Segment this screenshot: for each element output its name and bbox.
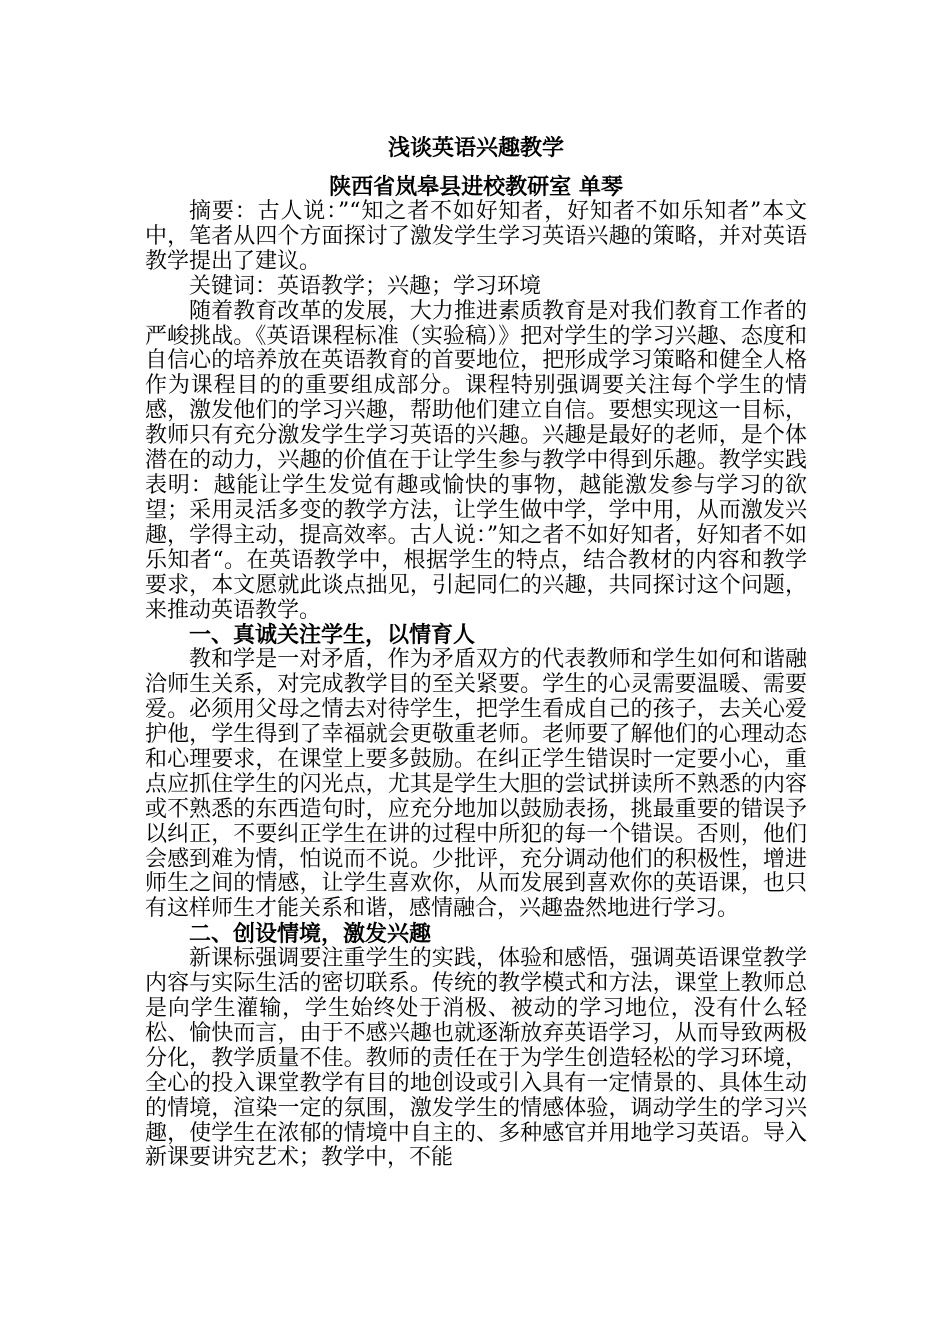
abstract-paragraph: 摘要：古人说：”“知之者不如好知者，好知者不如乐知者”本文中，笔者从四个方面探讨了激发学生学习英语兴趣的策略，并对英语教学提出了建议。 (145, 199, 807, 274)
document-page (145, 134, 807, 1171)
keywords-paragraph: 关键词：英语教学；兴趣；学习环境 (189, 273, 542, 299)
author-line: 陕西省岚皋县进校教研室 单琴 (329, 174, 623, 200)
section-1-heading: 一、真诚关注学生，以情育人 (189, 622, 476, 649)
intro-paragraph: 随着教育改革的发展，大力推进素质教育是对我们教育工作者的严峻挑战。《英语课程标准（实验稿）》把对学生的学习兴趣、态度和自信心的培养放在英语教育的首要地位，把形成学习策略和健全人格作为课程目的的重要组成部分。课程特别强调要关注每个学生的情感，激发他们的学习兴趣，帮助他们建立自信。要想实现这一目标，教师只有充分激发学生学习英语的兴趣。兴趣是最好的老师，是个体潜在的动力，兴趣的价值在于让学生参与教学中得到乐趣。教学实践表明：越能让学生发觉有趣或愉快的事物，越能激发参与学习的欲望；采用灵活多变的教学方法，让学生做中学，学中用，从而激发兴趣，学得主动，提高效率。古人说：”知之者不如好知者，好知者不如乐知者“。在英语教学中，根据学生的特点，结合教材的内容和教学要求，本文愿就此谈点拙见，引起同仁的兴趣，共同探讨这个问题，来推动英语教学。 (145, 298, 807, 623)
section-2-paragraph: 新课标强调要注重学生的实践，体验和感悟，强调英语课堂教学内容与实际生活的密切联系。传统的教学模式和方法，课堂上教师总是向学生灌输，学生始终处于消极、被动的学习地位，没有什么轻松、愉快而言，由于不感兴趣也就逐渐放弃英语学习，从而导致两极分化，教学质量不佳。教师的责任在于为学生创造轻松的学习环境，全心的投入课堂教学有目的地创设或引入具有一定情景的、具体生动的情境，渲染一定的氛围，激发学生的情感体验，调动学生的学习兴趣，使学生在浓郁的情境中自主的、多种感官并用地学习英语。导入新课要讲究艺术；教学中，不能 (145, 946, 807, 1171)
document-title: 浅谈英语兴趣教学 (387, 135, 564, 161)
section-2-heading: 二、创设情境，激发兴趣 (189, 921, 432, 948)
section-1-paragraph: 教和学是一对矛盾，作为矛盾双方的代表教师和学生如何和谐融洽师生关系，对完成教学目的至关紧要。学生的心灵需要温暖、需要爱。必须用父母之情去对待学生，把学生看成自己的孩子，去关心爱护他，学生得到了幸福就会更敬重老师。老师要了解他们的心理动态和心理要求，在课堂上要多鼓励。在纠正学生错误时一定要小心，重点应抓住学生的闪光点，尤其是学生大胆的尝试拼读所不熟悉的内容或不熟悉的东西造句时，应充分地加以鼓励表扬，挑最重要的错误予以纠正，不要纠正学生在讲的过程中所犯的每一个错误。否则，他们会感到难为情，怕说而不说。少批评，充分调动他们的积极性，增进师生之间的情感，让学生喜欢你，从而发展到喜欢你的英语课，也只有这样师生才能关系和谐，感情融合，兴趣盎然地进行学习。 (145, 647, 807, 922)
